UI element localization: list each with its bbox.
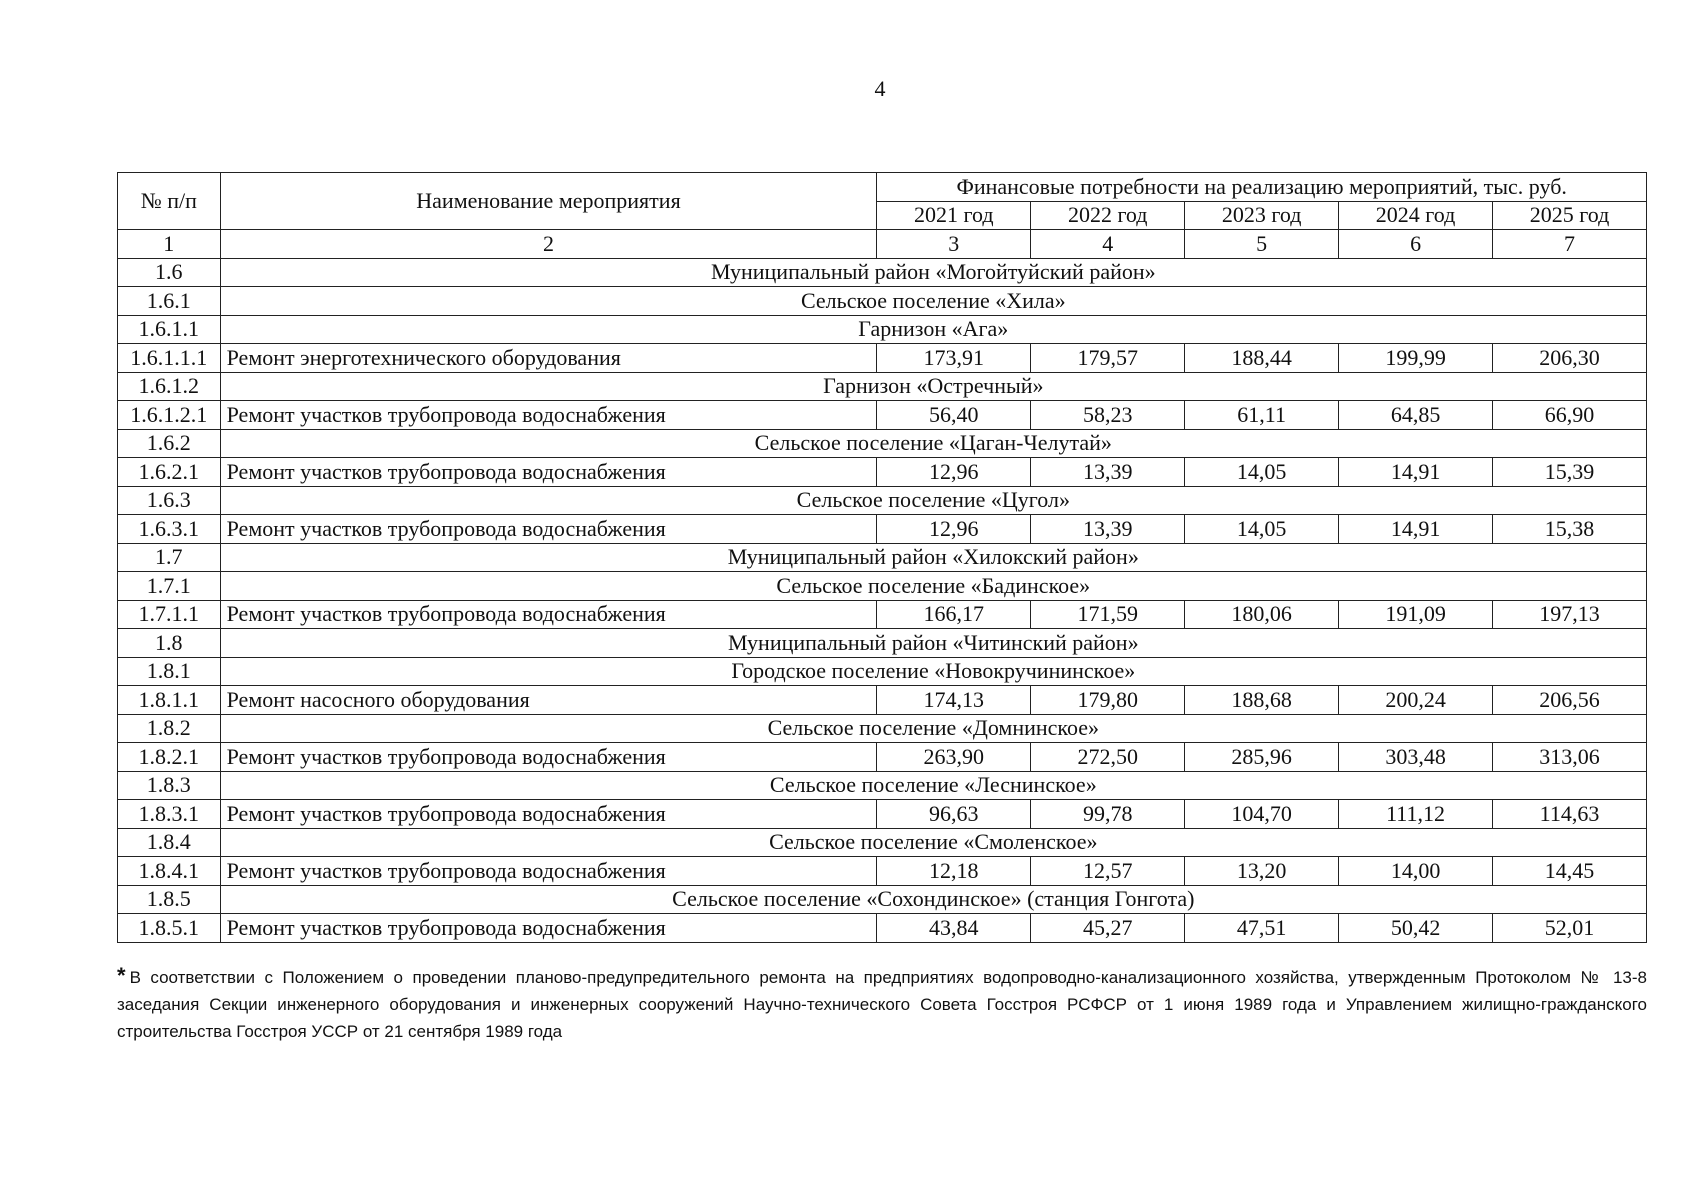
row-number: 1.8.3.1 xyxy=(118,800,221,829)
value-cell: 303,48 xyxy=(1339,743,1493,772)
activity-name: Ремонт энерготехнического оборудования xyxy=(220,344,877,373)
value-cell: 12,57 xyxy=(1031,857,1185,886)
value-cell: 263,90 xyxy=(877,743,1031,772)
column-index: 6 xyxy=(1339,230,1493,259)
table-row xyxy=(118,515,1647,544)
group-title: Гарнизон «Остречный» xyxy=(220,372,1646,401)
table-header xyxy=(118,173,1647,259)
row-number: 1.6.1.1.1 xyxy=(118,344,221,373)
column-index: 1 xyxy=(118,230,221,259)
group-title: Сельское поселение «Домнинское» xyxy=(220,714,1646,743)
activity-name: Ремонт участков трубопровода водоснабжения xyxy=(220,857,877,886)
group-row xyxy=(118,629,1647,658)
row-number: 1.8 xyxy=(118,629,221,658)
row-number: 1.8.4.1 xyxy=(118,857,221,886)
page-number: 4 xyxy=(874,76,886,101)
value-cell: 111,12 xyxy=(1339,800,1493,829)
group-row xyxy=(118,486,1647,515)
row-number: 1.6.1.2 xyxy=(118,372,221,401)
footnote-marker: * xyxy=(117,963,126,988)
value-cell: 191,09 xyxy=(1339,600,1493,629)
value-cell: 180,06 xyxy=(1185,600,1339,629)
row-number: 1.8.2.1 xyxy=(118,743,221,772)
column-index: 2 xyxy=(220,230,877,259)
row-number: 1.6.1.2.1 xyxy=(118,401,221,430)
group-title: Сельское поселение «Леснинское» xyxy=(220,771,1646,800)
row-number: 1.8.3 xyxy=(118,771,221,800)
value-cell: 188,68 xyxy=(1185,686,1339,715)
group-row xyxy=(118,771,1647,800)
column-index: 4 xyxy=(1031,230,1185,259)
row-number: 1.6.2.1 xyxy=(118,458,221,487)
value-cell: 174,13 xyxy=(877,686,1031,715)
row-number: 1.6.2 xyxy=(118,429,221,458)
value-cell: 15,38 xyxy=(1493,515,1647,544)
activity-name: Ремонт участков трубопровода водоснабжения xyxy=(220,800,877,829)
header-name: Наименование мероприятия xyxy=(220,173,877,230)
value-cell: 61,11 xyxy=(1185,401,1339,430)
row-number: 1.8.1.1 xyxy=(118,686,221,715)
value-cell: 206,56 xyxy=(1493,686,1647,715)
group-row xyxy=(118,828,1647,857)
activity-name: Ремонт участков трубопровода водоснабжения xyxy=(220,458,877,487)
value-cell: 12,18 xyxy=(877,857,1031,886)
value-cell: 313,06 xyxy=(1493,743,1647,772)
table-row xyxy=(118,600,1647,629)
group-title: Гарнизон «Ага» xyxy=(220,315,1646,344)
value-cell: 14,45 xyxy=(1493,857,1647,886)
group-title: Сельское поселение «Бадинское» xyxy=(220,572,1646,601)
value-cell: 285,96 xyxy=(1185,743,1339,772)
header-year-2021: 2021 год xyxy=(877,201,1031,230)
group-row xyxy=(118,372,1647,401)
group-title: Муниципальный район «Могойтуйский район» xyxy=(220,258,1646,287)
footnote xyxy=(117,962,1647,1045)
value-cell: 66,90 xyxy=(1493,401,1647,430)
group-title: Муниципальный район «Хилокский район» xyxy=(220,543,1646,572)
value-cell: 99,78 xyxy=(1031,800,1185,829)
row-number: 1.6 xyxy=(118,258,221,287)
value-cell: 14,91 xyxy=(1339,515,1493,544)
value-cell: 43,84 xyxy=(877,914,1031,943)
value-cell: 96,63 xyxy=(877,800,1031,829)
table-row xyxy=(118,458,1647,487)
group-row xyxy=(118,885,1647,914)
row-number: 1.8.1 xyxy=(118,657,221,686)
activity-name: Ремонт участков трубопровода водоснабжения xyxy=(220,515,877,544)
value-cell: 14,91 xyxy=(1339,458,1493,487)
value-cell: 13,39 xyxy=(1031,458,1185,487)
row-number: 1.6.3 xyxy=(118,486,221,515)
activity-name: Ремонт участков трубопровода водоснабжения xyxy=(220,600,877,629)
group-row xyxy=(118,258,1647,287)
header-num: № п/п xyxy=(118,173,221,230)
value-cell: 56,40 xyxy=(877,401,1031,430)
group-title: Муниципальный район «Читинский район» xyxy=(220,629,1646,658)
group-title: Городское поселение «Новокручининское» xyxy=(220,657,1646,686)
table-row xyxy=(118,344,1647,373)
activity-name: Ремонт участков трубопровода водоснабжения xyxy=(220,914,877,943)
row-number: 1.8.4 xyxy=(118,828,221,857)
header-finance: Финансовые потребности на реализацию мероприятий, тыс. руб. xyxy=(877,173,1647,202)
value-cell: 14,05 xyxy=(1185,458,1339,487)
value-cell: 114,63 xyxy=(1493,800,1647,829)
group-row xyxy=(118,543,1647,572)
row-number: 1.8.5 xyxy=(118,885,221,914)
row-number: 1.8.5.1 xyxy=(118,914,221,943)
value-cell: 200,24 xyxy=(1339,686,1493,715)
group-title: Сельское поселение «Смоленское» xyxy=(220,828,1646,857)
value-cell: 199,99 xyxy=(1339,344,1493,373)
column-index: 3 xyxy=(877,230,1031,259)
value-cell: 166,17 xyxy=(877,600,1031,629)
table-row xyxy=(118,401,1647,430)
column-index: 7 xyxy=(1493,230,1647,259)
header-year-2025: 2025 год xyxy=(1493,201,1647,230)
group-title: Сельское поселение «Цугол» xyxy=(220,486,1646,515)
group-row xyxy=(118,714,1647,743)
row-number: 1.6.1 xyxy=(118,287,221,316)
value-cell: 13,20 xyxy=(1185,857,1339,886)
activity-name: Ремонт участков трубопровода водоснабжения xyxy=(220,743,877,772)
header-year-2024: 2024 год xyxy=(1339,201,1493,230)
value-cell: 15,39 xyxy=(1493,458,1647,487)
value-cell: 58,23 xyxy=(1031,401,1185,430)
value-cell: 14,00 xyxy=(1339,857,1493,886)
value-cell: 197,13 xyxy=(1493,600,1647,629)
group-row xyxy=(118,287,1647,316)
value-cell: 64,85 xyxy=(1339,401,1493,430)
row-number: 1.7.1.1 xyxy=(118,600,221,629)
value-cell: 50,42 xyxy=(1339,914,1493,943)
row-number: 1.7 xyxy=(118,543,221,572)
row-number: 1.6.3.1 xyxy=(118,515,221,544)
value-cell: 52,01 xyxy=(1493,914,1647,943)
table-row xyxy=(118,743,1647,772)
financial-needs-table xyxy=(117,172,1647,943)
group-row xyxy=(118,315,1647,344)
table-row xyxy=(118,686,1647,715)
group-title: Сельское поселение «Сохондинское» (станция Гонгота) xyxy=(220,885,1646,914)
value-cell: 188,44 xyxy=(1185,344,1339,373)
value-cell: 179,80 xyxy=(1031,686,1185,715)
activity-name: Ремонт участков трубопровода водоснабжения xyxy=(220,401,877,430)
value-cell: 179,57 xyxy=(1031,344,1185,373)
group-title: Сельское поселение «Хила» xyxy=(220,287,1646,316)
value-cell: 47,51 xyxy=(1185,914,1339,943)
value-cell: 13,39 xyxy=(1031,515,1185,544)
value-cell: 12,96 xyxy=(877,515,1031,544)
footnote-text: В соответствии с Положением о проведении планово-предупредительного ремонта на предприятиях водопроводно-канализационного хозяйства, утвержденным Протоколом № 13-8 заседания Секции инженерного оборудования и инженерных сооружений Научно-технического Совета Госстроя РСФСР от 1 июня 1989 года и Управлением жилищно-гражданского строительства Госстроя УССР от 21 сентября 1989 года xyxy=(117,968,1647,1041)
value-cell: 206,30 xyxy=(1493,344,1647,373)
group-row xyxy=(118,572,1647,601)
table-row xyxy=(118,800,1647,829)
row-number: 1.6.1.1 xyxy=(118,315,221,344)
row-number: 1.8.2 xyxy=(118,714,221,743)
table-body xyxy=(118,258,1647,942)
column-index: 5 xyxy=(1185,230,1339,259)
row-number: 1.7.1 xyxy=(118,572,221,601)
activity-name: Ремонт насосного оборудования xyxy=(220,686,877,715)
value-cell: 171,59 xyxy=(1031,600,1185,629)
value-cell: 173,91 xyxy=(877,344,1031,373)
column-index-row xyxy=(118,230,1647,259)
value-cell: 104,70 xyxy=(1185,800,1339,829)
header-year-2022: 2022 год xyxy=(1031,201,1185,230)
value-cell: 272,50 xyxy=(1031,743,1185,772)
table-row xyxy=(118,857,1647,886)
header-year-2023: 2023 год xyxy=(1185,201,1339,230)
group-row xyxy=(118,429,1647,458)
table-row xyxy=(118,914,1647,943)
group-row xyxy=(118,657,1647,686)
group-title: Сельское поселение «Цаган-Челутай» xyxy=(220,429,1646,458)
value-cell: 45,27 xyxy=(1031,914,1185,943)
value-cell: 12,96 xyxy=(877,458,1031,487)
value-cell: 14,05 xyxy=(1185,515,1339,544)
